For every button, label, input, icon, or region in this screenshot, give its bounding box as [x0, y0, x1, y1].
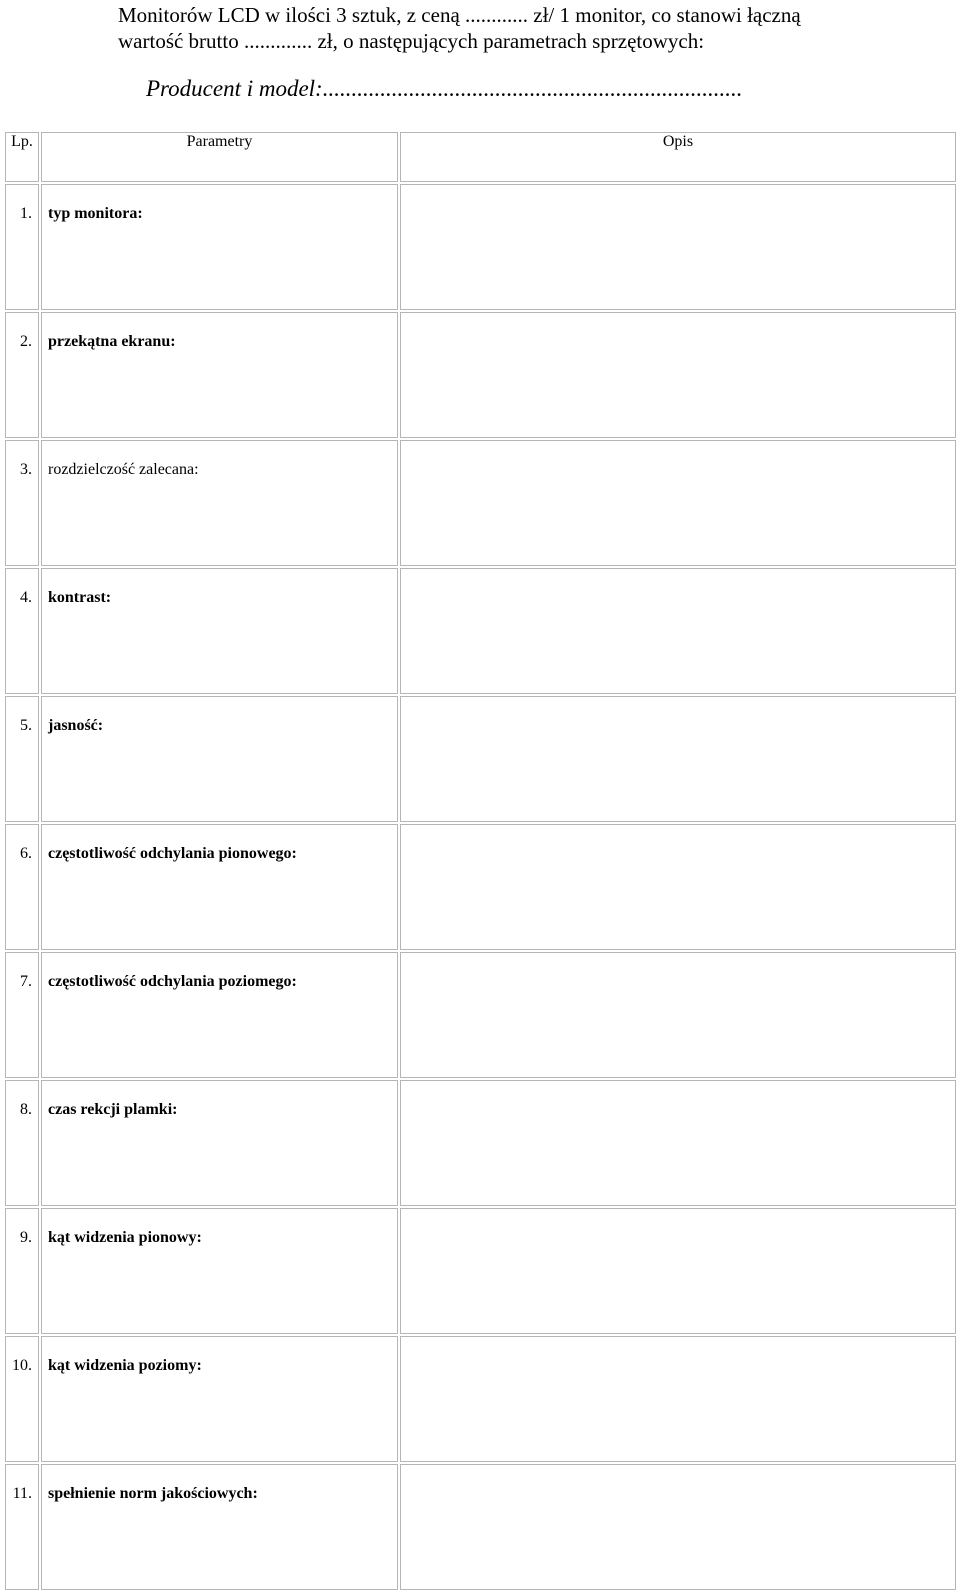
intro-line-1: Monitorów LCD w ilości 3 sztuk, z ceną ............ zł/ 1 monitor, co stanowi łączną — [118, 3, 801, 27]
table-header-row — [5, 132, 956, 182]
row-parameter: typ monitora: — [41, 184, 398, 310]
row-description-cell[interactable] — [400, 1080, 956, 1206]
table-row — [5, 824, 956, 950]
row-parameter: kontrast: — [41, 568, 398, 694]
table-row — [5, 440, 956, 566]
row-description-cell[interactable] — [400, 1336, 956, 1462]
row-description-cell[interactable] — [400, 824, 956, 950]
row-parameter: spełnienie norm jakościowych: — [41, 1464, 398, 1590]
header-opis: Opis — [400, 132, 956, 182]
row-parameter: rozdzielczość zalecana: — [41, 440, 398, 566]
row-number: 3. — [5, 440, 39, 566]
row-description-cell[interactable] — [400, 1208, 956, 1334]
row-description-cell[interactable] — [400, 696, 956, 822]
table-row — [5, 568, 956, 694]
header-lp: Lp. — [5, 132, 39, 182]
row-number: 8. — [5, 1080, 39, 1206]
intro-line-2: wartość brutto ............. zł, o następujących parametrach sprzętowych: — [118, 29, 705, 53]
row-number: 6. — [5, 824, 39, 950]
row-number: 11. — [5, 1464, 39, 1590]
row-description-cell[interactable] — [400, 1464, 956, 1590]
table-row — [5, 1080, 956, 1206]
intro-paragraph — [118, 2, 938, 54]
table-row — [5, 184, 956, 310]
table-row — [5, 1336, 956, 1462]
row-parameter: częstotliwość odchylania pionowego: — [41, 824, 398, 950]
row-description-cell[interactable] — [400, 184, 956, 310]
row-number: 2. — [5, 312, 39, 438]
table-row — [5, 696, 956, 822]
table-row — [5, 312, 956, 438]
row-number: 9. — [5, 1208, 39, 1334]
row-description-cell[interactable] — [400, 440, 956, 566]
row-parameter: częstotliwość odchylania poziomego: — [41, 952, 398, 1078]
row-parameter: czas rekcji plamki: — [41, 1080, 398, 1206]
row-number: 7. — [5, 952, 39, 1078]
row-number: 10. — [5, 1336, 39, 1462]
row-description-cell[interactable] — [400, 312, 956, 438]
row-number: 4. — [5, 568, 39, 694]
row-description-cell[interactable] — [400, 568, 956, 694]
table-row — [5, 1208, 956, 1334]
row-number: 1. — [5, 184, 39, 310]
table-row — [5, 1464, 956, 1590]
row-parameter: przekątna ekranu: — [41, 312, 398, 438]
row-parameter: kąt widzenia pionowy: — [41, 1208, 398, 1334]
header-parametry: Parametry — [41, 132, 398, 182]
row-number: 5. — [5, 696, 39, 822]
row-description-cell[interactable] — [400, 952, 956, 1078]
row-parameter: kąt widzenia poziomy: — [41, 1336, 398, 1462]
table-row — [5, 952, 956, 1078]
row-parameter: jasność: — [41, 696, 398, 822]
producer-model-label: Producent i model:......................................................................... — [146, 76, 743, 101]
